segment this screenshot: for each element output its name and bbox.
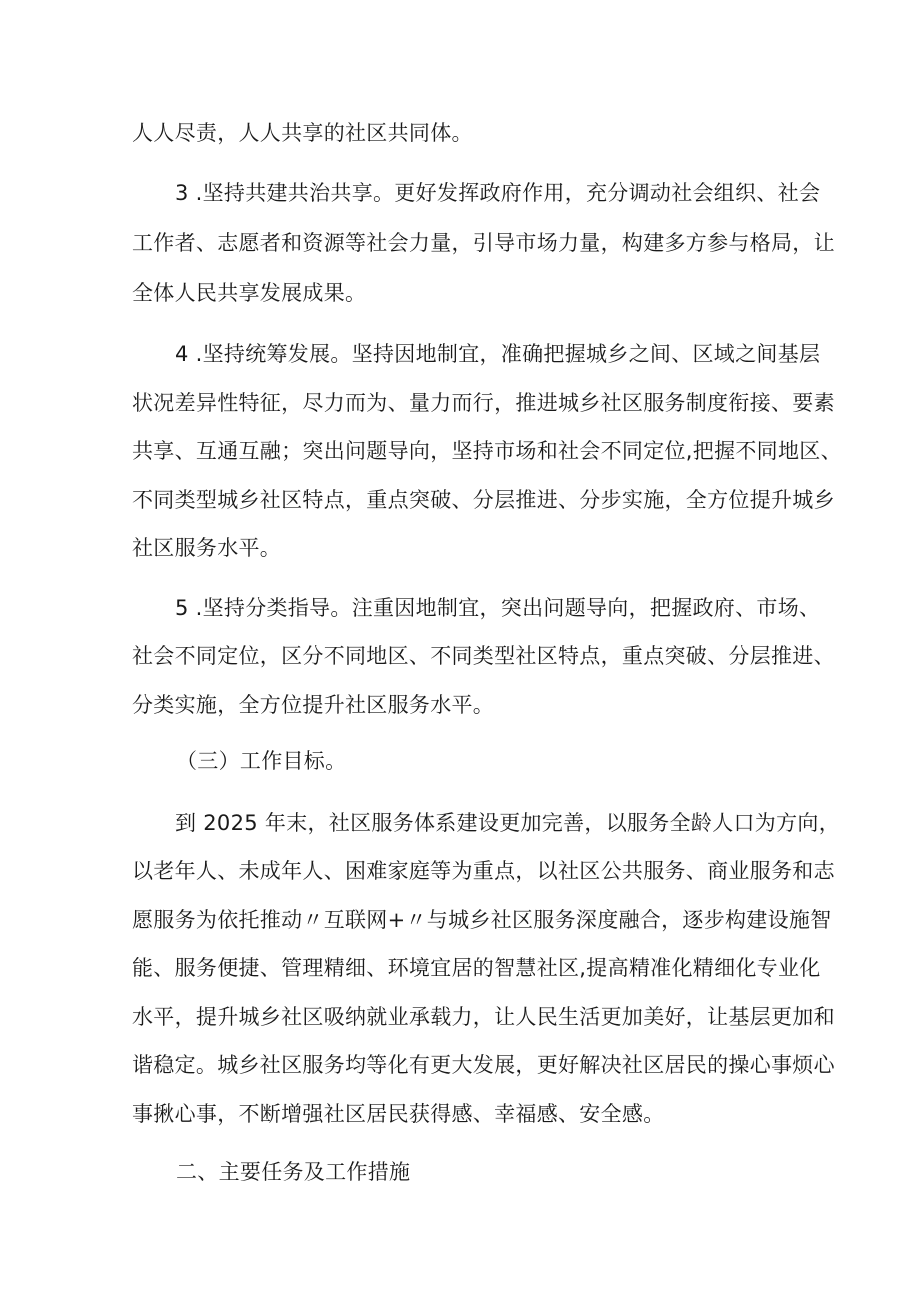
- text-line: 3 .坚持共建共治共享。更好发挥政府作用，充分调动社会组织、社会: [175, 181, 821, 205]
- text-line: 水平，提升城乡社区吸纳就业承载力，让人民生活更加美好，让基层更加和: [132, 1005, 835, 1029]
- text-line: 愿服务为依托推动〃互联网+〃与城乡社区服务深度融合，逐步构建设施智: [132, 908, 832, 932]
- text-line: 分类实施，全方位提升社区服务水平。: [132, 693, 495, 717]
- text-line: 人人尽责，人人共享的社区共同体。: [132, 121, 473, 145]
- text-line: 状况差异性特征，尽力而为、量力而行，推进城乡社区服务制度衔接、要素: [132, 391, 835, 415]
- text-line: 不同类型城乡社区特点，重点突破、分层推进、分步实施，全方位提升城乡: [132, 488, 835, 512]
- text-line: 4 .坚持统筹发展。坚持因地制宜，准确把握城乡之间、区域之间基层: [175, 342, 821, 366]
- text-line: 共享、互通互融；突出问题导向，坚持市场和社会不同定位,把握不同地区、: [132, 439, 842, 463]
- text-line: 社会不同定位，区分不同地区、不同类型社区特点，重点突破、分层推进、: [132, 644, 835, 668]
- text-line: 全体人民共享发展成果。: [132, 281, 367, 305]
- text-line: 5 .坚持分类指导。注重因地制宜，突出问题导向，把握政府、市场、: [175, 596, 821, 620]
- text-line: 工作者、志愿者和资源等社会力量，引导市场力量，构建多方参与格局，让: [132, 231, 835, 255]
- text-line: 事揪心事，不断增强社区居民获得感、幸福感、安全感。: [132, 1102, 665, 1126]
- text-line: 到 2025 年末，社区服务体系建设更加完善，以服务全龄人口为方向，: [175, 811, 840, 835]
- text-line: 能、服务便捷、管理精细、环境宜居的智慧社区,提高精准化精细化专业化: [132, 956, 821, 980]
- text-line: 社区服务水平。: [132, 536, 282, 560]
- section-heading: 二、主要任务及工作措施: [176, 1160, 411, 1184]
- text-line: 谐稳定。城乡社区服务均等化有更大发展，更好解决社区居民的操心事烦心: [132, 1053, 835, 1077]
- text-line: 以老年人、未成年人、困难家庭等为重点，以社区公共服务、商业服务和志: [132, 859, 835, 883]
- section-heading: （三）工作目标。: [176, 749, 347, 773]
